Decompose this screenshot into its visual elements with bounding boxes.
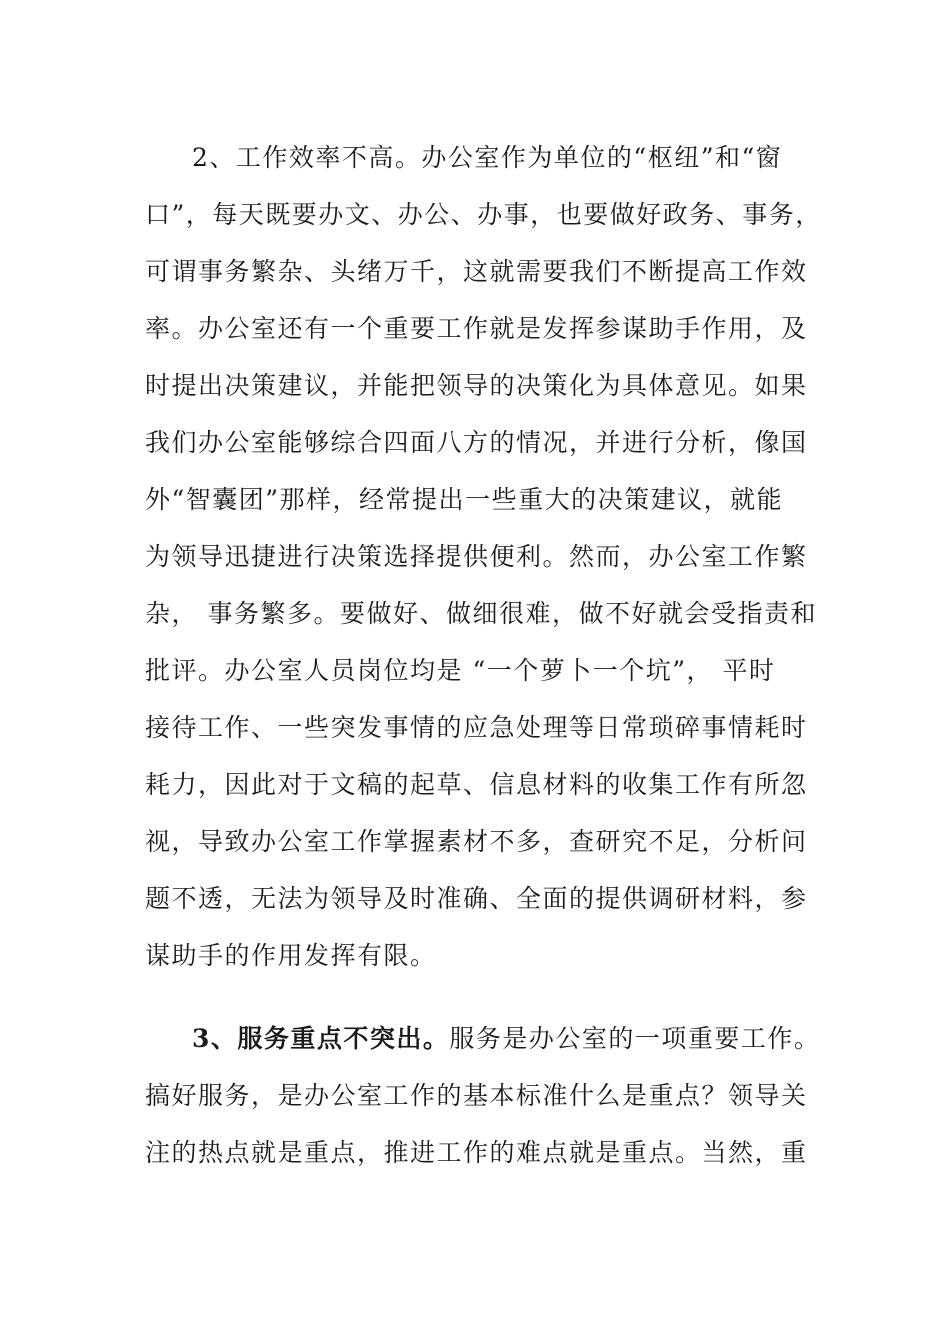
paragraph-3-heading: 3、服务重点不突出。: [192, 1024, 450, 1053]
paragraph-2-line-13: 视，导致办公室工作掌握素材不多，查研究不足，分析问: [145, 827, 808, 856]
paragraph-2-line-3: 可谓事务繁杂、头绪万千，这就需要我们不断提高工作效: [145, 257, 808, 286]
paragraph-2-line-9: 杂， 事务繁多。要做好、做细很难，做不好就会受指责和: [145, 599, 817, 628]
paragraph-2-line-15: 谋助手的作用发挥有限。: [145, 941, 437, 970]
paragraph-2-line-14: 题不透，无法为领导及时准确、全面的提供调研材料，参: [145, 884, 808, 913]
paragraph-2-line-5: 时提出决策建议，并能把领导的决策化为具体意见。如果: [145, 371, 808, 400]
paragraph-3-line-1: [192, 1022, 857, 1056]
paragraph-3-line-2: 搞好服务，是办公室工作的基本标准什么是重点？领导关: [145, 1081, 808, 1110]
paragraph-2-line-10: 批评。办公室人员岗位均是 “一个萝卜一个坑”， 平时: [145, 656, 776, 685]
paragraph-2-line-11: 接待工作、一些突发事情的应急处理等日常琐碎事情耗时: [145, 713, 808, 742]
paragraph-2-line-1: 2、工作效率不高。办公室作为单位的“枢纽”和“窗: [192, 143, 783, 172]
paragraph-2-line-7: 外“智囊团”那样，经常提出一些重大的决策建议，就能: [145, 485, 784, 514]
paragraph-2-line-6: 我们办公室能够综合四面八方的情况，并进行分析，像国: [145, 428, 808, 457]
paragraph-2-line-4: 率。办公室还有一个重要工作就是发挥参谋助手作用，及: [145, 314, 808, 343]
paragraph-2-line-8: 为领导迅捷进行决策选择提供便利。然而，办公室工作繁: [145, 542, 808, 571]
paragraph-3-line-3: 注的热点就是重点，推进工作的难点就是重点。当然，重: [145, 1138, 808, 1167]
paragraph-2-line-2: 口”，每天既要办文、办公、办事，也要做好政务、事务，: [145, 200, 822, 229]
paragraph-2-line-12: 耗力，因此对于文稿的起草、信息材料的收集工作有所忽: [145, 770, 808, 799]
paragraph-3-first-line-text: 服务是办公室的一项重要工作。: [449, 1024, 821, 1053]
